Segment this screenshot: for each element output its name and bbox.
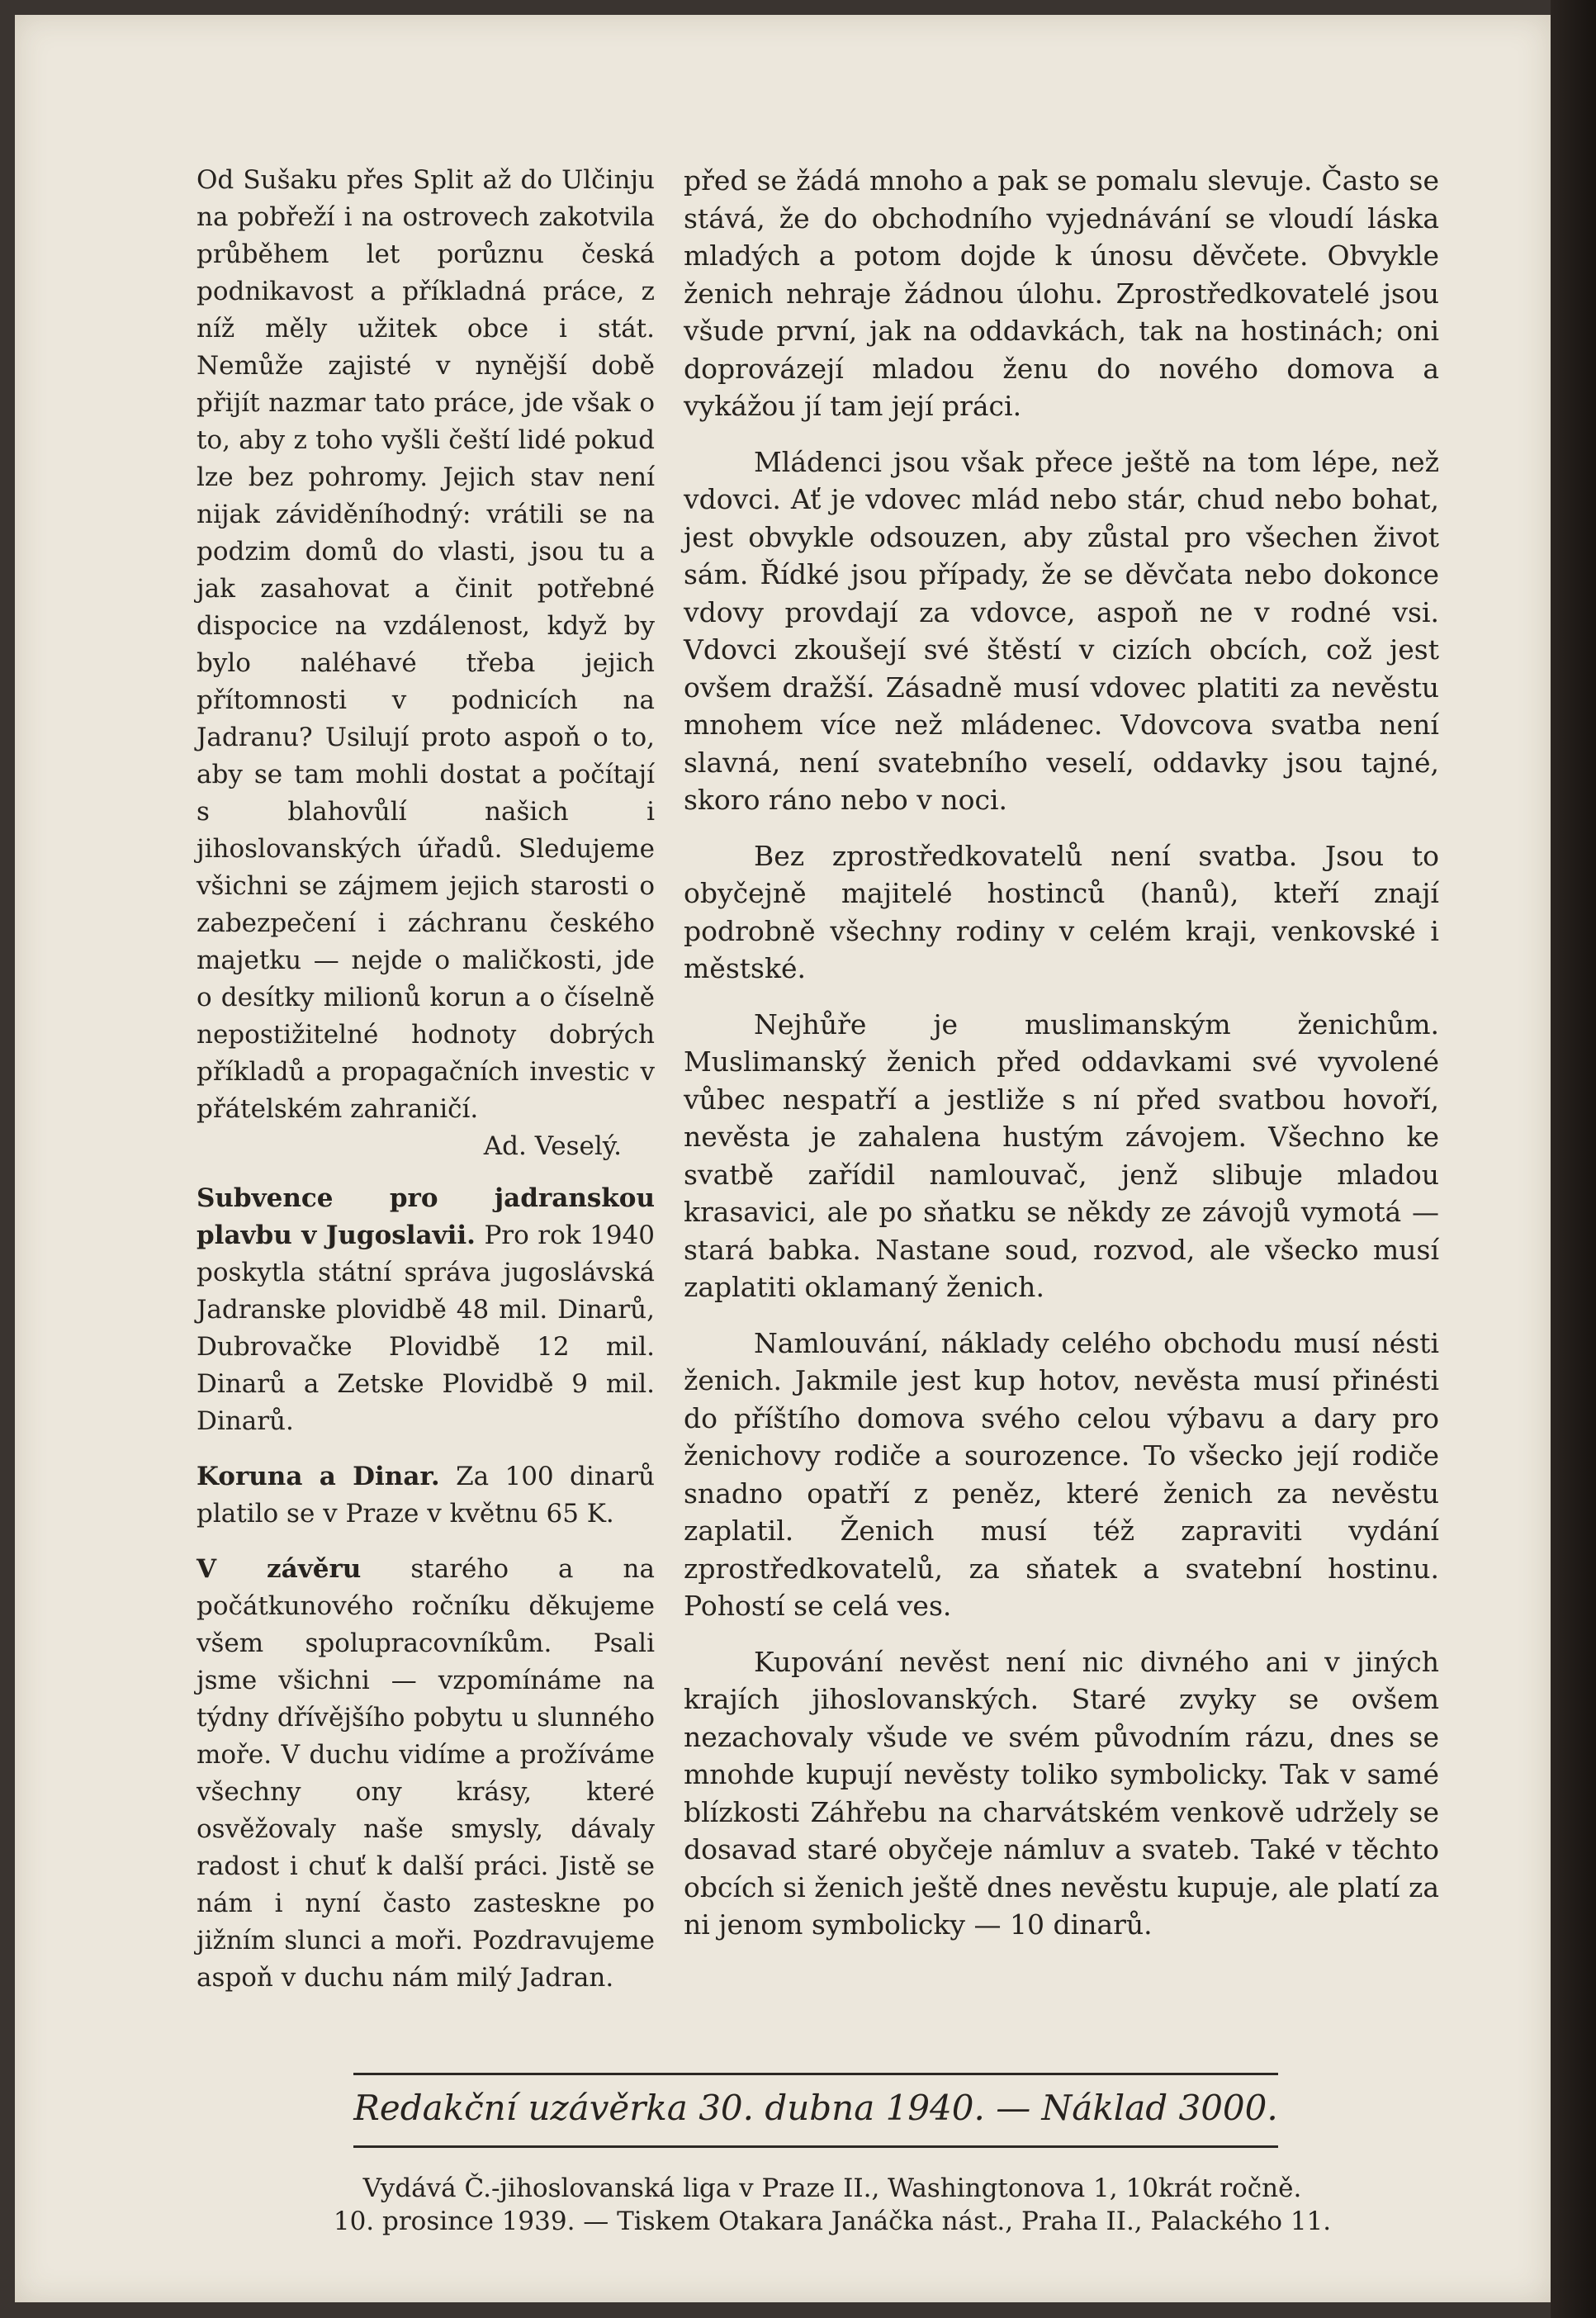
article-paragraph <box>197 162 655 1165</box>
news-item-subvence <box>197 1180 655 1440</box>
article-paragraph: Namlouvání, náklady celého obchodu musí nésti ženich. Jakmile jest kup hotov, nevěsta musí přinésti do příštího domova svého celou výbavu a dary pro ženichovy rodiče a sourozence. To všecko její rodiče snadno opatří z peněz, které ženich za nevěstu zaplatil. Ženich musí též zapraviti vydání zprostředkovatelů, za sňatek a svatební hostinu. Pohostí se celá ves. <box>684 1326 1439 1622</box>
footer-rule-top <box>353 2073 1278 2075</box>
right-column <box>684 162 1439 1962</box>
footer-rule-bottom <box>353 2145 1278 2148</box>
magazine-page <box>15 15 1551 2302</box>
left-column <box>197 162 655 2015</box>
book-spine-edge <box>1551 0 1596 2318</box>
news-heading-subvence: Subvence pro jadranskou plavbu v Jugoslavii. <box>197 1183 655 1250</box>
news-heading-zaver: V závěru <box>197 1554 362 1584</box>
publisher-imprint <box>213 2172 1452 2238</box>
article-paragraph: Kupování nevěst není nic divného ani v jiných krajích jihoslovanských. Staré zvyky se ovšem nezachovaly všude ve svém původním rázu, dnes se mnohde kupují nevěsty toliko symbolicky. Tak v samé blízkosti Záhřebu na charvátském venkově udržely se dosavad staré obyčeje námluv a svateb. Také v těchto obcích si ženich ještě dnes nevěstu kupuje, ale platí za ni jenom symbolicky — 10 dinarů. <box>684 1645 1439 1941</box>
news-text-subvence: Pro rok 1940 poskytla státní správa jugoslávská Jadranske plovidbě 48 mil. Dinarů, Dubrovačke Plovidbě 12 mil. Dinarů a Zetske Plovidbě 9 mil. Dinarů. <box>197 1221 655 1436</box>
article-paragraph: před se žádá mnoho a pak se pomalu slevuje. Často se stává, že do obchodního vyjednávání se vloudí láska mladých a potom dojde k únosu děvčete. Obvykle ženich nehraje žádnou úlohu. Zprostředkovatelé jsou všude první, jak na oddavkách, tak na hostinách; oni doprovázejí mladou ženu do nového domova a vykážou jí tam její práci. <box>684 164 1439 422</box>
imprint-line: Vydává Č.-jihoslovanská liga v Praze II., Washingtonova 1, 10krát ročně. <box>362 2173 1302 2203</box>
article-paragraph: Nejhůře je muslimanským ženichům. Muslimanský ženich před oddavkami své vyvolené vůbec nespatří a jestliže s ní před svatbou hovoří, nevěsta je zahalena hustým závojem. Všechno ke svatbě zařídil namlouvač, jenž slibuje mladou krasavici, ale po sňatku se někdy ze závojů vymotá — stará babka. Nastane soud, rozvod, ale všecko musí zaplatiti oklamaný ženich. <box>684 1007 1439 1303</box>
editorial-closing-line: Redakční uzávěrka 30. dubna 1940. — Náklad 3000. <box>353 2088 1278 2128</box>
news-item-koruna <box>197 1458 655 1533</box>
article-text: Od Sušaku přes Split až do Ulčinju na pobřeží i na ostrovech zakotvila průběhem let porůznu česká podnikavost a příkladná práce, z níž měly užitek obce i stát. Nemůže zajisté v nynější době přijít nazmar tato práce, jde však o to, aby z toho vyšli čeští lidé pokud lze bez pohromy. Jejich stav není nijak záviděníhodný: vrátili se na podzim domů do vlasti, jsou tu a jak zasahovat a činit potřebné dispocice na vzdálenost, když by bylo naléhavé třeba jejich přítomnosti v podnicích na Jadranu? Usilují proto aspoň o to, aby se tam mohli dostat a počítají s blahovůlí našich i jihoslovanských úřadů. Sledujeme všichni se zájmem jejich starosti o zabezpečení i záchranu českého majetku — nejde o maličkosti, jde o desítky milionů korun a o číselně nepostižitelné hodnoty dobrých příkladů a propagačních investic v přátelském zahraničí. <box>197 165 655 1124</box>
news-text-koruna: Za 100 dinarů platilo se v Praze v květnu 65 K. <box>197 1462 655 1529</box>
article-paragraph: Bez zprostředkovatelů není svatba. Jsou to obyčejně majitelé hostinců (hanů), kteří znají podrobně všechny rodiny v celém kraji, venkovské i městské. <box>684 839 1439 984</box>
news-heading-koruna: Koruna a Dinar. <box>197 1462 440 1491</box>
article-signature: Ad. Veselý. <box>483 1131 622 1161</box>
imprint-line: 10. prosince 1939. — Tiskem Otakara Janáčka nást., Praha II., Palackého 11. <box>333 2207 1332 2236</box>
article-paragraph: Mládenci jsou však přece ještě na tom lépe, než vdovci. Ať je vdovec mlád nebo stár, chud nebo bohat, jest obvykle odsouzen, aby zůstal pro všechen život sám. Řídké jsou případy, že se děvčata nebo dokonce vdovy provdají za vdovce, aspoň ne v rodné vsi. Vdovci zkoušejí své štěstí v cizích obcích, což jest ovšem dražší. Zásadně musí vdovec platiti za nevěstu mnohem více než mládenec. Vdovcova svatba není slavná, není svatebního veselí, oddavky jsou tajné, skoro ráno nebo v noci. <box>684 445 1439 816</box>
news-item-zaver <box>197 1551 655 1997</box>
news-text-zaver: starého a na počátkunového ročníku děkujeme všem spolupracovníkům. Psali jsme všichni — vzpomínáme na týdny dřívějšího pobytu u slunného moře. V duchu vidíme a prožíváme všechny ony krásy, které osvěžovaly naše smysly, dávaly radost i chuť k další práci. Jistě se nám i nyní často zasteskne po jižním slunci a moři. Pozdravujeme aspoň v duchu nám milý Jadran. <box>197 1554 655 1993</box>
